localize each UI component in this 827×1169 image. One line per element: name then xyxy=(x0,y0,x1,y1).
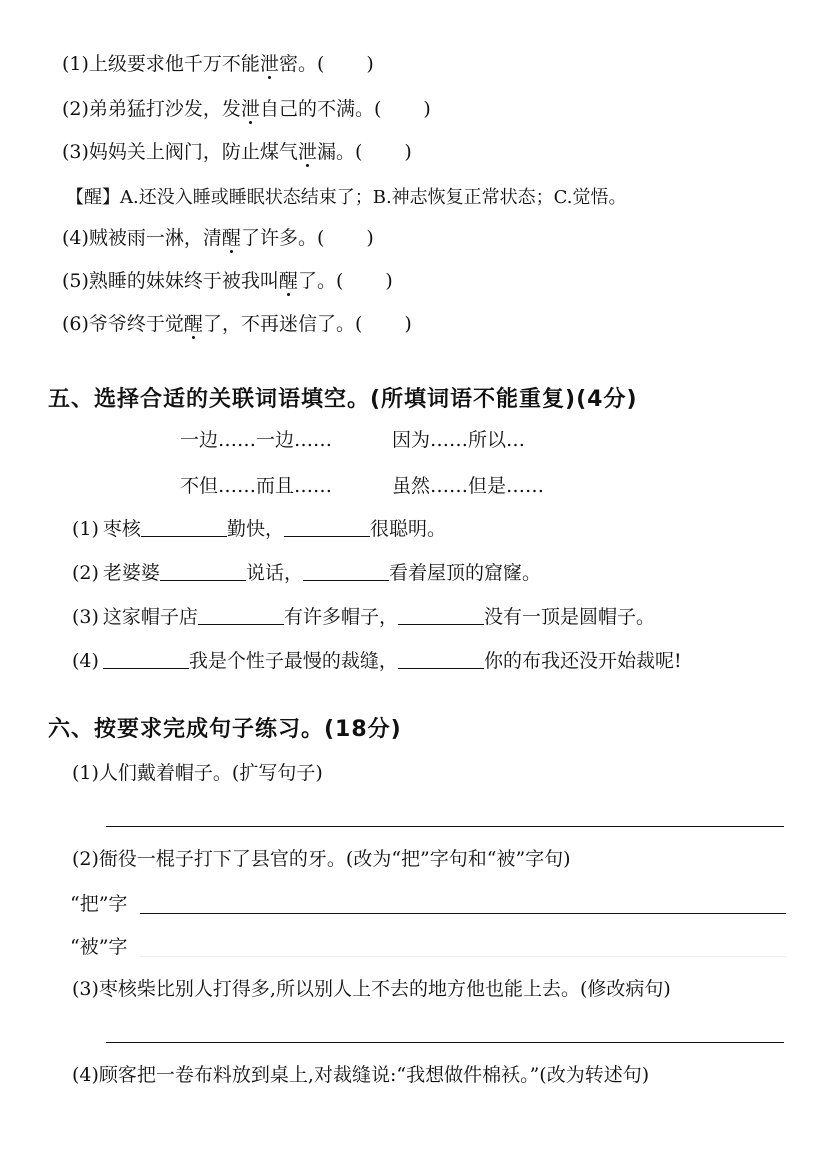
fill-blank[interactable] xyxy=(198,606,284,625)
dotted-char: 泄 xyxy=(297,141,317,163)
ba-label: “把”字 xyxy=(70,893,128,915)
question-text: 很聪明。 xyxy=(369,518,446,540)
bei-label: “被”字 xyxy=(70,936,128,958)
item-text: 漏。( xyxy=(316,141,363,163)
question-text: 没有一顶是圆帽子。 xyxy=(483,606,655,628)
paren-close: ) xyxy=(366,53,374,75)
option-1: 一边……一边…… xyxy=(180,429,333,451)
s5-question-4 xyxy=(72,650,682,671)
question-text: 枣核 xyxy=(102,518,141,540)
dotted-char: 泄 xyxy=(259,53,279,75)
fill-blank[interactable] xyxy=(103,650,189,669)
fill-blank[interactable] xyxy=(398,650,484,669)
question-text: 你的布我还没开始裁呢! xyxy=(483,650,682,672)
xie-item-1 xyxy=(62,55,374,74)
answer-line-ba[interactable] xyxy=(140,913,786,914)
option-3: 不但……而且…… xyxy=(180,475,333,497)
xing-item-5 xyxy=(62,272,393,291)
question-text: 勤快， xyxy=(226,518,284,540)
question-text: 老婆婆 xyxy=(102,562,160,584)
paren-close: ) xyxy=(385,270,393,292)
question-text: 这家帽子店 xyxy=(102,606,198,628)
question-text: 说话， xyxy=(245,562,303,584)
xing-definition: 【醒】A.还没入睡或睡眠状态结束了；B.神志恢复正常状态；C.觉悟。 xyxy=(66,187,627,208)
answer-line[interactable] xyxy=(106,1042,784,1043)
item-text: (2)弟弟猛打沙发，发 xyxy=(62,98,241,120)
s6-question-2: (2)衙役一棍子打下了县官的牙。(改为“把”字句和“被”字句) xyxy=(72,848,571,870)
option-4: 虽然……但是…… xyxy=(392,475,545,497)
section5-title: 五、选择合适的关联词语填空。(所填词语不能重复)(4分) xyxy=(48,387,638,412)
item-text: 密。( xyxy=(278,53,325,75)
dotted-char: 醒 xyxy=(183,313,203,335)
item-text: 了许多。( xyxy=(240,227,325,249)
fill-blank[interactable] xyxy=(303,562,389,581)
question-number: (1) xyxy=(72,518,99,540)
item-text: 了。( xyxy=(297,270,344,292)
xie-item-2 xyxy=(62,100,431,119)
xing-item-4 xyxy=(62,229,374,248)
dotted-char: 醒 xyxy=(221,227,241,249)
s6-question-3: (3)枣核柴比别人打得多,所以别人上不去的地方他也能上去。(修改病句) xyxy=(72,978,671,1000)
question-text: 有许多帽子， xyxy=(283,606,398,628)
item-text: (1)上级要求他千万不能 xyxy=(62,53,260,75)
fill-blank[interactable] xyxy=(398,606,484,625)
s6-question-1: (1)人们戴着帽子。(扩写句子) xyxy=(72,762,323,784)
s5-question-2 xyxy=(72,562,541,583)
paren-close: ) xyxy=(404,141,412,163)
s5-question-1 xyxy=(72,518,446,539)
question-text: 看着屋顶的窟窿。 xyxy=(388,562,541,584)
s6-question-4: (4)顾客把一卷布料放到桌上,对裁缝说:“我想做件棉袄。”(改为转述句) xyxy=(72,1064,650,1086)
dotted-char: 泄 xyxy=(240,98,260,120)
question-number: (3) xyxy=(72,606,99,628)
item-text: 了，不再迷信了。( xyxy=(202,313,363,335)
question-number: (4) xyxy=(72,650,99,672)
paren-close: ) xyxy=(423,98,431,120)
answer-line[interactable] xyxy=(106,826,784,827)
fill-blank[interactable] xyxy=(284,518,370,537)
option-2: 因为……所以… xyxy=(392,429,526,451)
item-text: (5)熟睡的妹妹终于被我叫 xyxy=(62,270,279,292)
xie-item-3 xyxy=(62,143,412,162)
s5-question-3 xyxy=(72,606,655,627)
fill-blank[interactable] xyxy=(160,562,246,581)
question-text: 我是个性子最慢的裁缝， xyxy=(188,650,398,672)
xing-item-6 xyxy=(62,315,412,334)
item-text: (4)贼被雨一淋，清 xyxy=(62,227,222,249)
answer-line-bei[interactable] xyxy=(140,956,786,957)
item-text: 自己的不满。( xyxy=(259,98,382,120)
paren-close: ) xyxy=(366,227,374,249)
fill-blank[interactable] xyxy=(141,518,227,537)
question-number: (2) xyxy=(72,562,99,584)
item-text: (6)爷爷终于觉 xyxy=(62,313,184,335)
section6-title: 六、按要求完成句子练习。(18分) xyxy=(48,717,402,742)
paren-close: ) xyxy=(404,313,412,335)
dotted-char: 醒 xyxy=(278,270,298,292)
item-text: (3)妈妈关上阀门，防止煤气 xyxy=(62,141,298,163)
